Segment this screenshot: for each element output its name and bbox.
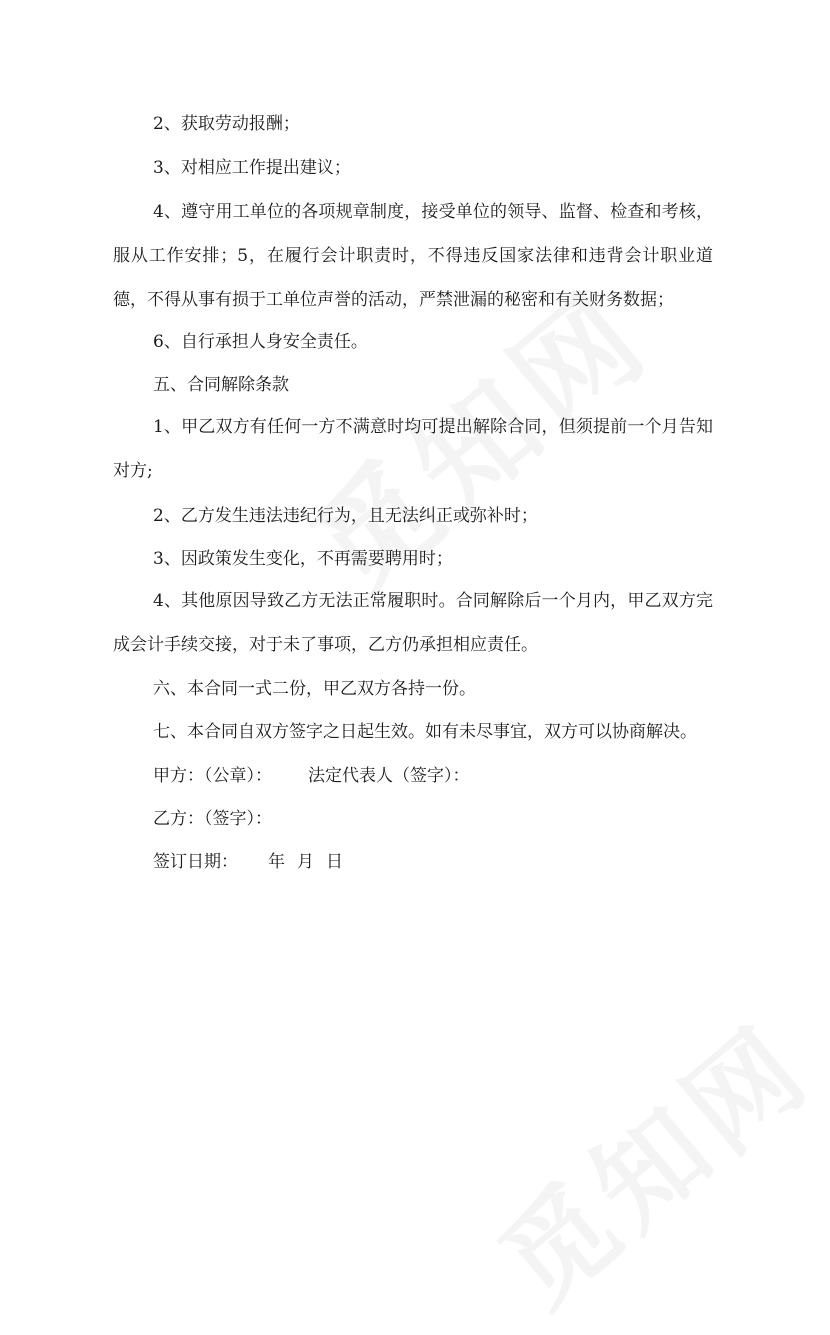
paragraph-rights-2: 2、获取劳动报酬； — [153, 114, 300, 134]
party-a-label: 甲方：（公章）： — [153, 766, 272, 786]
paragraph-termination-4: 4、其他原因导致乙方无法正常履职时。合同解除后一个月内，甲乙双方完成会计手续交接，对于未了事项，乙方仍承担相应责任。 — [113, 591, 713, 655]
date-label: 签订日期： — [153, 852, 238, 872]
date-month: 月 — [297, 852, 314, 872]
watermark — [461, 983, 830, 1335]
paragraph-obligations-6: 6、自行承担人身安全责任。 — [153, 332, 368, 352]
paragraph-effective: 七、本合同自双方签字之日起生效。如有未尽事宜，双方可以协商解决。 — [153, 722, 697, 742]
signature-line-party-a — [153, 765, 470, 787]
section-heading-termination: 五、合同解除条款 — [153, 375, 289, 395]
paragraph-termination-3: 3、因政策发生变化，不再需要聘用时； — [153, 549, 453, 569]
paragraph-obligations-4-5: 4、遵守用工单位的各项规章制度，接受单位的领导、监督、检查和考核，服从工作安排；5，在履行会计职责时，不得违反国家法律和违背会计职业道德，不得从事有损于工单位声誉的活动，严禁泄漏的秘密和有关财务数据； — [113, 202, 713, 310]
date-day: 日 — [326, 852, 343, 872]
signing-date-line — [153, 851, 343, 873]
date-year: 年 — [268, 852, 285, 872]
legal-rep-label: 法定代表人（签字）： — [308, 766, 470, 786]
paragraph-termination-2: 2、乙方发生违法违纪行为，且无法纠正或弥补时； — [153, 506, 538, 526]
paragraph-copies: 六、本合同一式二份，甲乙双方各持一份。 — [153, 679, 476, 699]
signature-line-party-b: 乙方：（签字）： — [153, 809, 272, 829]
paragraph-termination-1: 1、甲乙双方有任何一方不满意时均可提出解除合同，但须提前一个月告知对方; — [113, 417, 713, 481]
paragraph-rights-3: 3、对相应工作提出建议； — [153, 158, 351, 178]
